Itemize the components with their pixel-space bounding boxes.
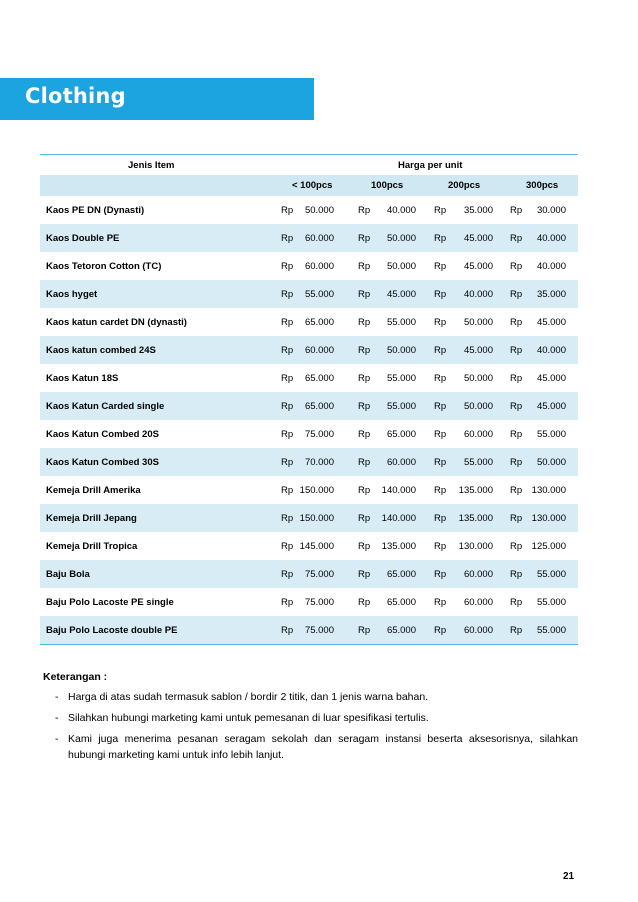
table-row [40,616,578,644]
currency-label: Rp [434,233,447,244]
price-value: 150.000 [299,513,334,524]
note-bullet: - [55,691,59,703]
price-value: 55.000 [536,625,566,636]
note-item [43,731,578,763]
table-row [40,308,578,336]
table-body [40,196,578,644]
currency-label: Rp [510,457,523,468]
currency-label: Rp [358,429,371,440]
item-name: Kaos Katun 18S [46,373,119,384]
currency-label: Rp [434,205,447,216]
currency-label: Rp [434,373,447,384]
currency-label: Rp [281,457,294,468]
price-value: 50.000 [304,205,334,216]
currency-label: Rp [281,429,294,440]
currency-label: Rp [510,429,523,440]
price-value: 75.000 [304,429,334,440]
price-value: 130.000 [531,513,566,524]
price-value: 55.000 [386,317,416,328]
currency-label: Rp [281,345,294,356]
note-bullet: - [55,712,59,724]
currency-label: Rp [358,569,371,580]
table-row [40,280,578,308]
price-value: 50.000 [536,457,566,468]
notes-title: Keterangan : [43,671,108,683]
price-value: 40.000 [536,261,566,272]
price-value: 65.000 [386,429,416,440]
item-name: Kaos katun cardet DN (dynasti) [46,317,187,328]
price-value: 55.000 [536,569,566,580]
price-value: 55.000 [386,373,416,384]
table-row [40,560,578,588]
currency-label: Rp [510,233,523,244]
currency-label: Rp [281,205,294,216]
currency-label: Rp [358,205,371,216]
currency-label: Rp [434,625,447,636]
price-value: 40.000 [536,233,566,244]
price-value: 60.000 [304,261,334,272]
price-value: 50.000 [463,317,493,328]
price-value: 45.000 [536,401,566,412]
currency-label: Rp [281,513,294,524]
price-value: 65.000 [304,317,334,328]
price-value: 60.000 [463,597,493,608]
currency-label: Rp [281,317,294,328]
currency-label: Rp [510,597,523,608]
page-title: Clothing [25,84,126,108]
tier-2: 100pcs [371,180,404,191]
currency-label: Rp [510,513,523,524]
currency-label: Rp [510,317,523,328]
price-value: 50.000 [386,345,416,356]
price-value: 50.000 [463,401,493,412]
currency-label: Rp [434,485,447,496]
page-number: 21 [563,871,575,882]
price-value: 140.000 [381,485,416,496]
price-value: 75.000 [304,569,334,580]
tier-4: 300pcs [526,180,559,191]
item-name: Kaos Katun Combed 20S [46,429,159,440]
table-bottom-rule [40,644,578,645]
currency-label: Rp [434,261,447,272]
item-name: Kaos hyget [46,289,98,300]
currency-label: Rp [281,261,294,272]
currency-label: Rp [281,233,294,244]
currency-label: Rp [434,289,447,300]
price-value: 45.000 [536,373,566,384]
price-value: 60.000 [386,457,416,468]
note-item [43,710,578,726]
price-value: 65.000 [304,373,334,384]
currency-label: Rp [281,289,294,300]
table-row [40,588,578,616]
currency-label: Rp [358,317,371,328]
item-name: Baju Polo Lacoste PE single [46,597,174,608]
table-row [40,252,578,280]
currency-label: Rp [358,345,371,356]
price-value: 135.000 [381,541,416,552]
price-value: 55.000 [536,429,566,440]
price-value: 50.000 [386,233,416,244]
table-row [40,336,578,364]
header-price: Harga per unit [398,160,463,171]
price-value: 140.000 [381,513,416,524]
currency-label: Rp [358,597,371,608]
currency-label: Rp [510,625,523,636]
currency-label: Rp [434,569,447,580]
note-bullet: - [55,733,59,745]
price-value: 145.000 [299,541,334,552]
tier-3: 200pcs [448,180,481,191]
price-value: 55.000 [463,457,493,468]
price-value: 45.000 [463,233,493,244]
price-value: 55.000 [536,597,566,608]
item-name: Kemeja Drill Tropica [46,541,138,552]
currency-label: Rp [281,597,294,608]
price-value: 35.000 [463,205,493,216]
currency-label: Rp [510,289,523,300]
currency-label: Rp [434,317,447,328]
price-value: 135.000 [458,513,493,524]
price-table [40,154,578,645]
price-value: 70.000 [304,457,334,468]
price-value: 50.000 [463,373,493,384]
item-name: Kaos PE DN (Dynasti) [46,205,145,216]
tier-1: < 100pcs [292,180,333,191]
price-value: 55.000 [304,289,334,300]
currency-label: Rp [358,233,371,244]
notes-section [43,671,578,768]
note-text: Silahkan hubungi marketing kami untuk pemesanan di luar spesifikasi tertulis. [68,712,429,724]
currency-label: Rp [434,429,447,440]
table-row [40,476,578,504]
price-value: 65.000 [386,569,416,580]
item-name: Baju Polo Lacoste double PE [46,625,178,636]
price-value: 130.000 [531,485,566,496]
currency-label: Rp [434,457,447,468]
price-value: 45.000 [386,289,416,300]
price-value: 60.000 [463,429,493,440]
currency-label: Rp [281,373,294,384]
currency-label: Rp [358,541,371,552]
price-value: 65.000 [304,401,334,412]
price-value: 60.000 [463,625,493,636]
currency-label: Rp [510,569,523,580]
price-value: 75.000 [304,625,334,636]
price-value: 30.000 [536,205,566,216]
price-value: 45.000 [536,317,566,328]
price-value: 60.000 [304,345,334,356]
table-row [40,420,578,448]
price-value: 130.000 [458,541,493,552]
table-row [40,364,578,392]
price-value: 40.000 [463,289,493,300]
price-value: 135.000 [458,485,493,496]
currency-label: Rp [281,485,294,496]
item-name: Kaos katun combed 24S [46,345,156,356]
currency-label: Rp [358,373,371,384]
price-value: 65.000 [386,597,416,608]
currency-label: Rp [434,401,447,412]
price-value: 55.000 [386,401,416,412]
price-value: 40.000 [536,345,566,356]
note-text: Kami juga menerima pesanan seragam sekolah dan seragam instansi beserta aksesorisnya, silahkan hubungi marketing kami untuk info lebih lanjut. [68,733,578,761]
currency-label: Rp [358,513,371,524]
currency-label: Rp [281,569,294,580]
price-value: 45.000 [463,345,493,356]
currency-label: Rp [281,401,294,412]
currency-label: Rp [434,597,447,608]
currency-label: Rp [281,541,294,552]
currency-label: Rp [358,457,371,468]
price-value: 125.000 [531,541,566,552]
currency-label: Rp [358,289,371,300]
price-value: 35.000 [536,289,566,300]
price-value: 40.000 [386,205,416,216]
price-value: 60.000 [304,233,334,244]
currency-label: Rp [358,261,371,272]
table-header-row [40,155,578,175]
price-value: 60.000 [463,569,493,580]
table-row [40,504,578,532]
item-name: Baju Bola [46,569,90,580]
table-row [40,196,578,224]
price-value: 50.000 [386,261,416,272]
item-name: Kaos Double PE [46,233,120,244]
currency-label: Rp [510,345,523,356]
header-item: Jenis Item [128,160,175,171]
currency-label: Rp [281,625,294,636]
price-value: 75.000 [304,597,334,608]
item-name: Kaos Tetoron Cotton (TC) [46,261,162,272]
currency-label: Rp [434,513,447,524]
table-row [40,392,578,420]
currency-label: Rp [510,541,523,552]
price-value: 150.000 [299,485,334,496]
price-value: 65.000 [386,625,416,636]
currency-label: Rp [510,373,523,384]
currency-label: Rp [434,345,447,356]
currency-label: Rp [510,401,523,412]
currency-label: Rp [510,261,523,272]
currency-label: Rp [434,541,447,552]
currency-label: Rp [510,205,523,216]
item-name: Kaos Katun Carded single [46,401,165,412]
note-item [43,689,578,705]
item-name: Kemeja Drill Amerika [46,485,141,496]
currency-label: Rp [358,401,371,412]
item-name: Kaos Katun Combed 30S [46,457,159,468]
currency-label: Rp [358,485,371,496]
currency-label: Rp [510,485,523,496]
price-value: 45.000 [463,261,493,272]
table-row [40,448,578,476]
table-tier-row [40,175,578,196]
table-row [40,224,578,252]
note-text: Harga di atas sudah termasuk sablon / bordir 2 titik, dan 1 jenis warna bahan. [68,691,429,703]
currency-label: Rp [358,625,371,636]
item-name: Kemeja Drill Jepang [46,513,137,524]
table-row [40,532,578,560]
